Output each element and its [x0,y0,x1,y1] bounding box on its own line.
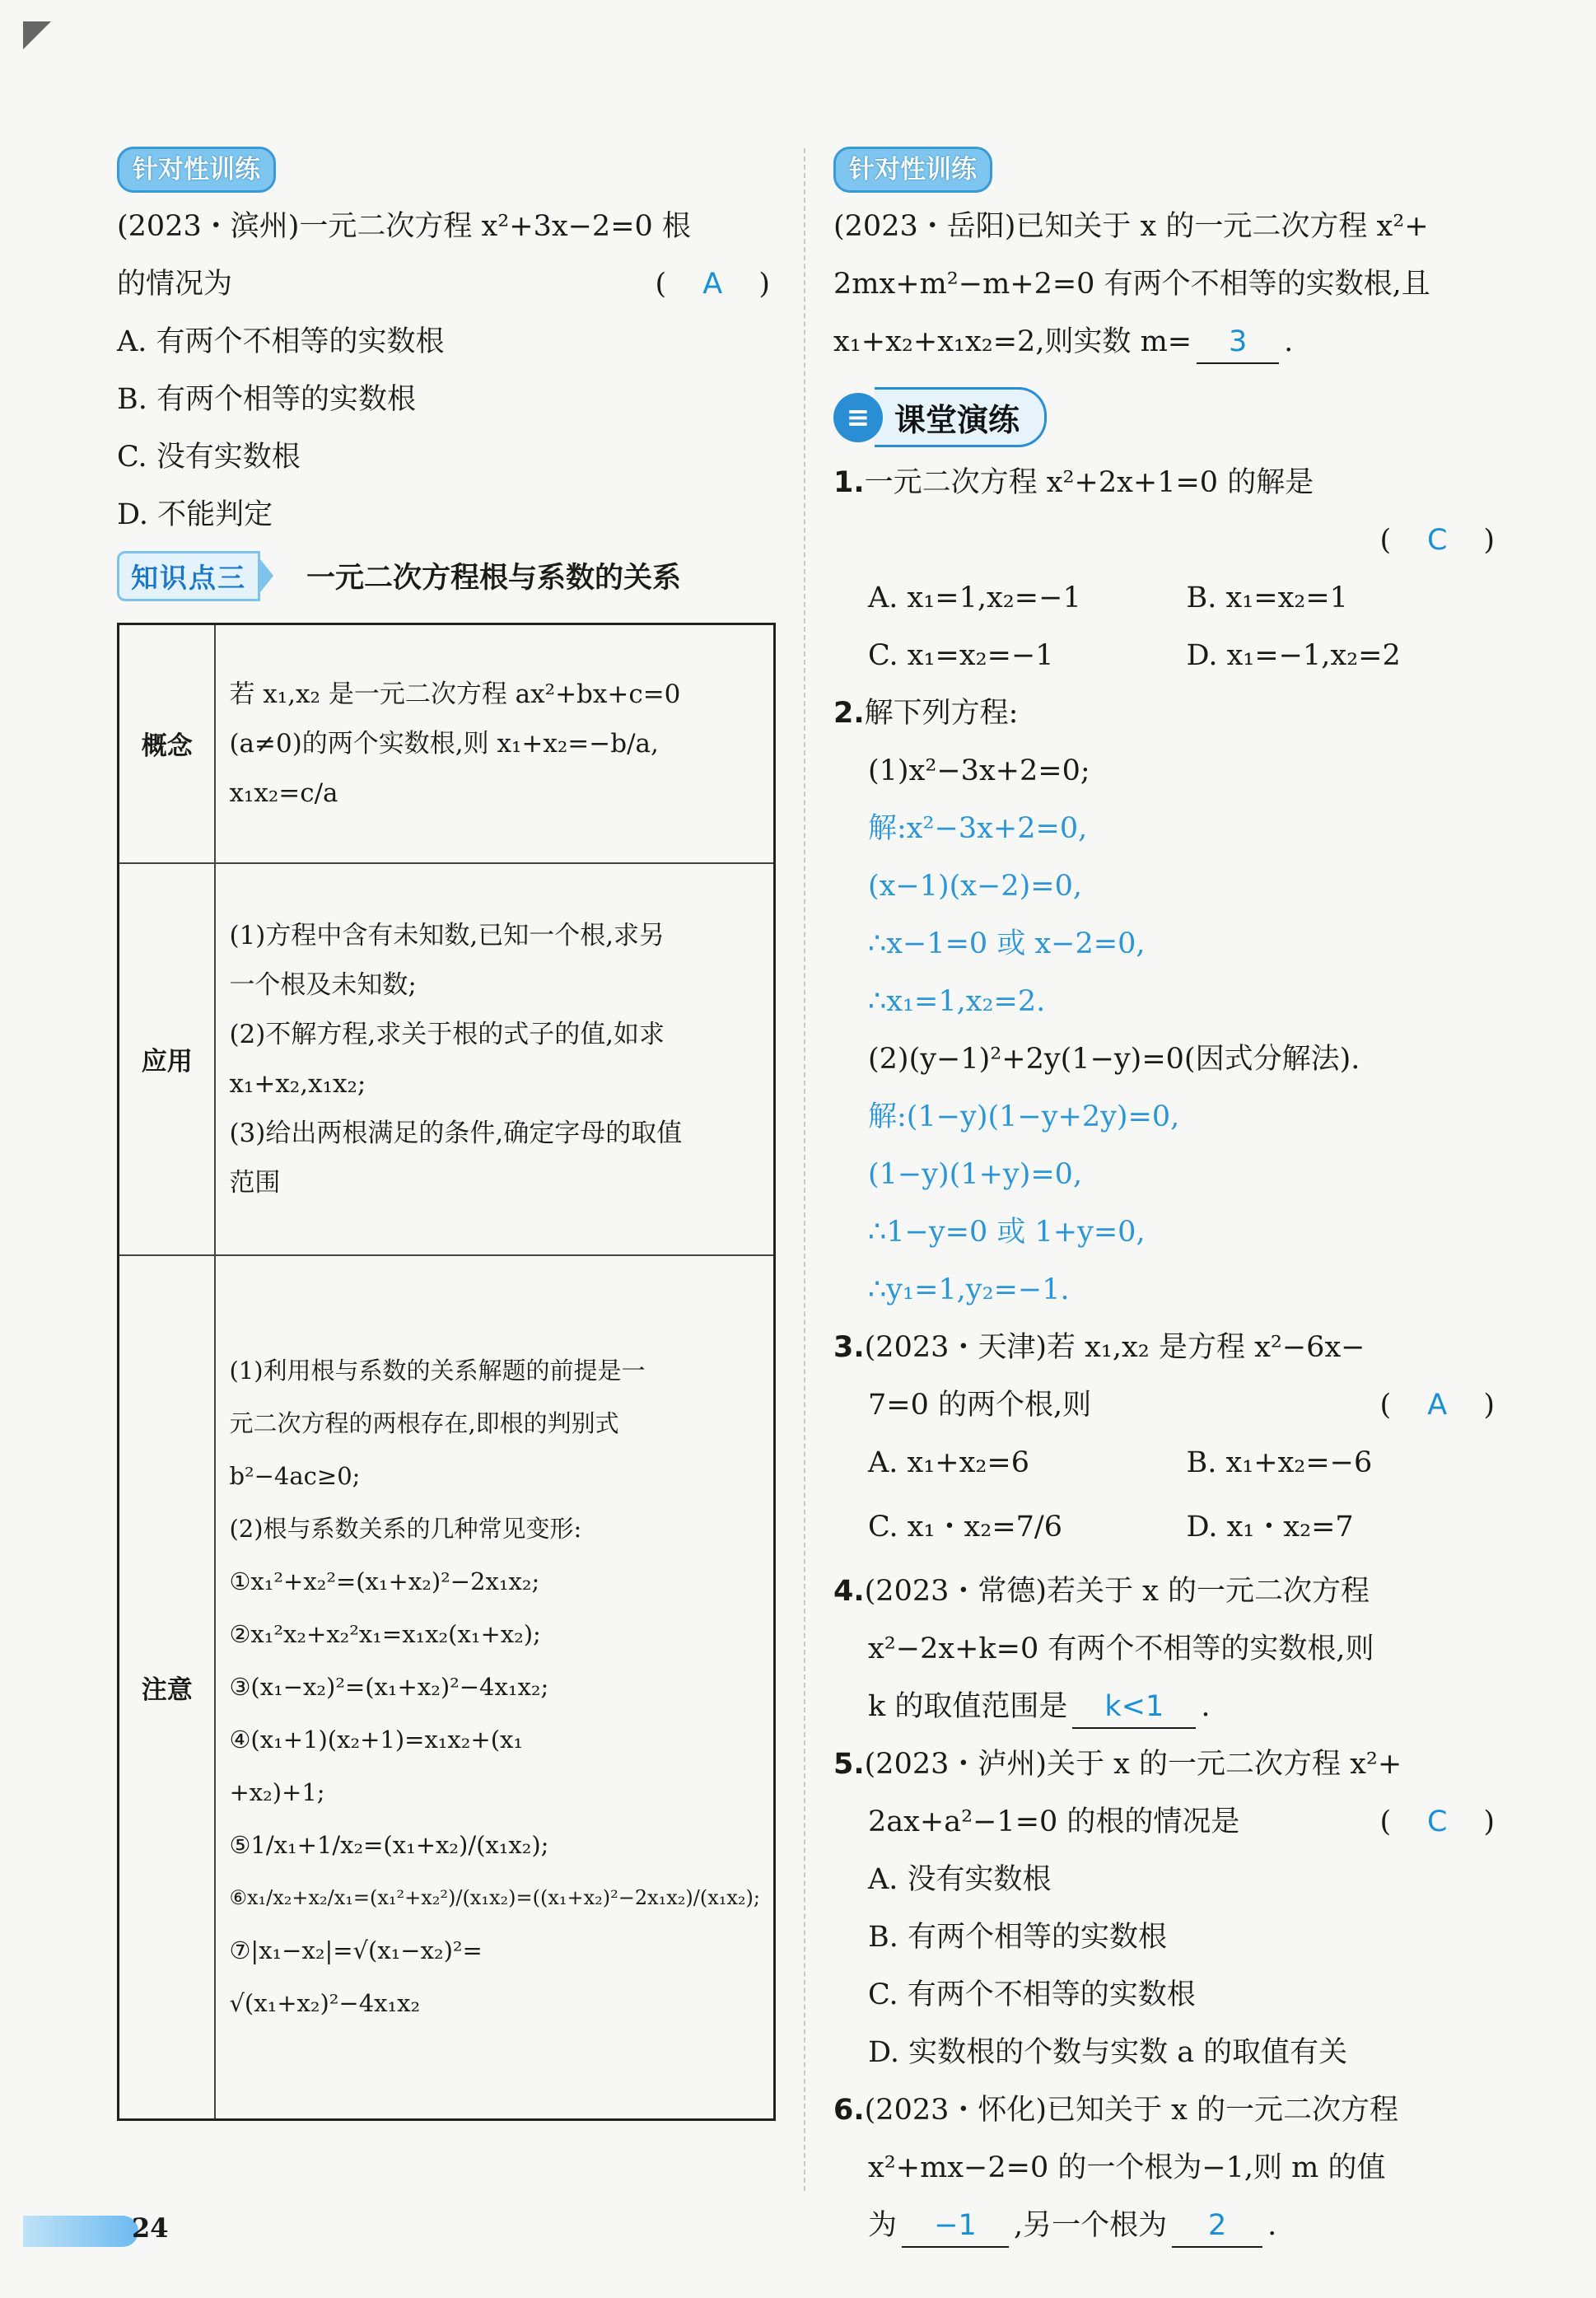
concept-header: 概念 [119,624,216,863]
option-b: B. x₁=x₂=1 [1186,582,1348,614]
page-number: 24 [132,2212,169,2244]
concept-cell: 若 x₁,x₂ 是一元二次方程 ax²+bx+c=0 (a≠0)的两个实数根,则 x₁+x₂=−b/a, x₁x₂=c/a [215,624,774,863]
section-title: 课堂演练 [875,387,1047,447]
note-cell: (1)利用根与系数的关系解题的前提是一 元二次方程的两根存在,即根的判别式 b²−4ac≥0; (2)根与系数关系的几种常见变形: ①x₁²+x₂²=(x₁+x₂)²−2x₁x₂; ②x₁²x₂+x₂²x₁=x₁x₂(x₁+x₂); ③(x₁−x₂)²=(x₁+x₂)²−4x₁x₂; ④(x₁+1)(x₂+1)=x₁x₂+(x₁ +x₂)+1; ⑤1/x₁+1/x₂=(x₁+x₂)/(x₁x₂); ⑥x₁/x₂+x₂/x₁=(x₁²+x₂²)/(x₁x₂)=((x₁+x₂)²−2x₁x₂)/(x₁x₂); ⑦|x₁−x₂|=√(x₁−x₂)²= √(x₁+x₂)²−4x₁x₂ [215,1255,774,2120]
question-stem: (2023・滨州)一元二次方程 x²+3x−2=0 根 [117,210,691,243]
solution-line: (1−y)(1+y)=0, [868,1158,1083,1191]
option-b: B. 有两个相等的实数根 [868,1921,1167,1954]
question-1: 1.一元二次方程 x²+2x+1=0 的解是 [833,466,1314,499]
list-icon: ≡ [833,393,883,442]
sub-question-2: (2)(y−1)²+2y(1−y)=0(因式分解法). [868,1043,1360,1076]
answer-blank-1: −1 [934,2209,977,2242]
question-6: 6.(2023・怀化)已知关于 x 的一元二次方程 [833,2094,1399,2127]
option-c: C. x₁・x₂=7/6 [868,1511,1062,1544]
option-a: A. x₁+x₂=6 [868,1446,1029,1479]
question-5: 5.(2023・泸州)关于 x 的一元二次方程 x²+ [833,1748,1402,1781]
solution-line: 解:(1−y)(1−y+2y)=0, [868,1100,1180,1133]
answer-blank-2: 2 [1208,2209,1227,2242]
option-a: A. x₁=1,x₂=−1 [868,582,1081,614]
solution-line: ∴1−y=0 或 1+y=0, [868,1216,1146,1249]
right-column: 针对性训练 (2023・岳阳)已知关于 x 的一元二次方程 x²+ 2mx+m²−m+2=0 有两个不相等的实数根,且 x₁+x₂+x₁x₂=2,则实数 m= 3 . ≡ 课堂演练 1.一元二次方程 x²+2x+1=0 的解是 ( C ) A. x₁=1,x₂=−1 B. x₁=x₂=1 C. x₁=x₂=−1 D. x₁=−1,x₂=2 2.解下列方程: (1)x²−3x+2=0; 解:x²−3x+2=0, (x−1)(x−2)=0, ∴x−1=0 或 x−2=0, ∴x₁=1,x₂=2. (2)(y−1)²+2y(1−y)=0(因式分解法). 解:(1−y)(1−y+2y)=0, (1−y)(1+y)=0, ∴1−y=0 或 1+y=0, ∴y₁=1,y₂=−1. 3.(2023・天津)若 x₁,x₂ 是方程 x²−6x− 7=0 的两个根,则 ( A ) A. x₁+x₂=6 B. x₁+x₂=−6 C. x₁・x₂=7/6 D. x₁・x₂=7 4.(2023・常德)若关于 x 的一元二次方程 x²−2x+k=0 有两个不相等的实数根,则 k 的取值范围是 k<1 . 5.(2023・泸州)关于 x 的一元二次方程 x²+ 2ax+a²−1=0 的根的情况是 ( C ) A. 没有实数根 B. 有两个相等的实数根 C. 有两个不相等的实数根 D. 实数根的个数与实数 a 的取值有关 6.(2023・怀化)已知关于 x 的一元二次方程 x²+mx−2=0 的一个根为−1,则 m 的值 为 −1 ,另一个根为 2 . [833,140,1505,2254]
section-header [833,387,1505,447]
knowledge-table [117,623,776,2121]
option-d: D. x₁=−1,x₂=2 [1186,639,1401,672]
option-c: C. 有两个不相等的实数根 [868,1978,1196,2011]
sub-question-1: (1)x²−3x+2=0; [868,754,1090,787]
option-c: C. 没有实数根 [117,441,301,474]
option-a: A. 没有实数根 [868,1863,1052,1896]
option-d: D. x₁・x₂=7 [1186,1511,1354,1544]
solution-line: ∴x₁=1,x₂=2. [868,985,1046,1018]
question-6-cont: x²+mx−2=0 的一个根为−1,则 m 的值 [868,2151,1386,2184]
solution-line: ∴y₁=1,y₂=−1. [868,1273,1070,1306]
option-b: B. 有两个相等的实数根 [117,383,416,416]
option-c: C. x₁=x₂=−1 [868,639,1054,672]
question-line: 2mx+m²−m+2=0 有两个不相等的实数根,且 [833,268,1430,301]
answer: A [702,268,723,301]
application-header: 应用 [119,863,216,1255]
corner-mark [23,21,51,49]
option-a: A. 有两个不相等的实数根 [117,325,445,358]
option-d: D. 不能判定 [117,498,273,531]
question-3: 3.(2023・天津)若 x₁,x₂ 是方程 x²−6x− [833,1331,1365,1364]
arrow-icon [260,559,273,592]
left-column [117,140,780,2121]
answer: C [1426,1805,1448,1838]
knowledge-point-title: 一元二次方程根与系数的关系 [306,562,682,595]
option-d: D. 实数根的个数与实数 a 的取值有关 [868,2036,1348,2069]
question-stem-cont: 的情况为 ( A ) [117,255,780,313]
footer-bar [23,2216,138,2247]
question-2: 2.解下列方程: [833,697,1019,730]
answer: C [1426,524,1448,557]
practice-badge: 针对性训练 [117,147,276,193]
answer: A [1427,1389,1448,1422]
practice-badge-right: 针对性训练 [833,147,992,193]
note-header: 注意 [119,1255,216,2120]
solution-line: ∴x−1=0 或 x−2=0, [868,927,1146,960]
solution-line: 解:x²−3x+2=0, [868,812,1088,845]
knowledge-point-header [117,547,780,605]
option-b: B. x₁+x₂=−6 [1186,1446,1373,1479]
question-4: 4.(2023・常德)若关于 x 的一元二次方程 [833,1575,1370,1608]
solution-line: (x−1)(x−2)=0, [868,870,1083,903]
question-line: x₁+x₂+x₁x₂=2,则实数 m= 3 . [833,313,1505,371]
application-cell: (1)方程中含有未知数,已知一个根,求另 一个根及未知数; (2)不解方程,求关于根的式子的值,如求 x₁+x₂,x₁x₂; (3)给出两根满足的条件,确定字母的取值 范围 [215,863,774,1255]
question-line: (2023・岳阳)已知关于 x 的一元二次方程 x²+ [833,210,1429,243]
column-divider [804,148,805,2191]
knowledge-point-label: 知识点三 [117,551,260,601]
answer-blank: 3 [1228,325,1248,358]
answer-blank: k<1 [1104,1690,1164,1723]
question-4-cont: x²−2x+k=0 有两个不相等的实数根,则 [868,1632,1374,1665]
